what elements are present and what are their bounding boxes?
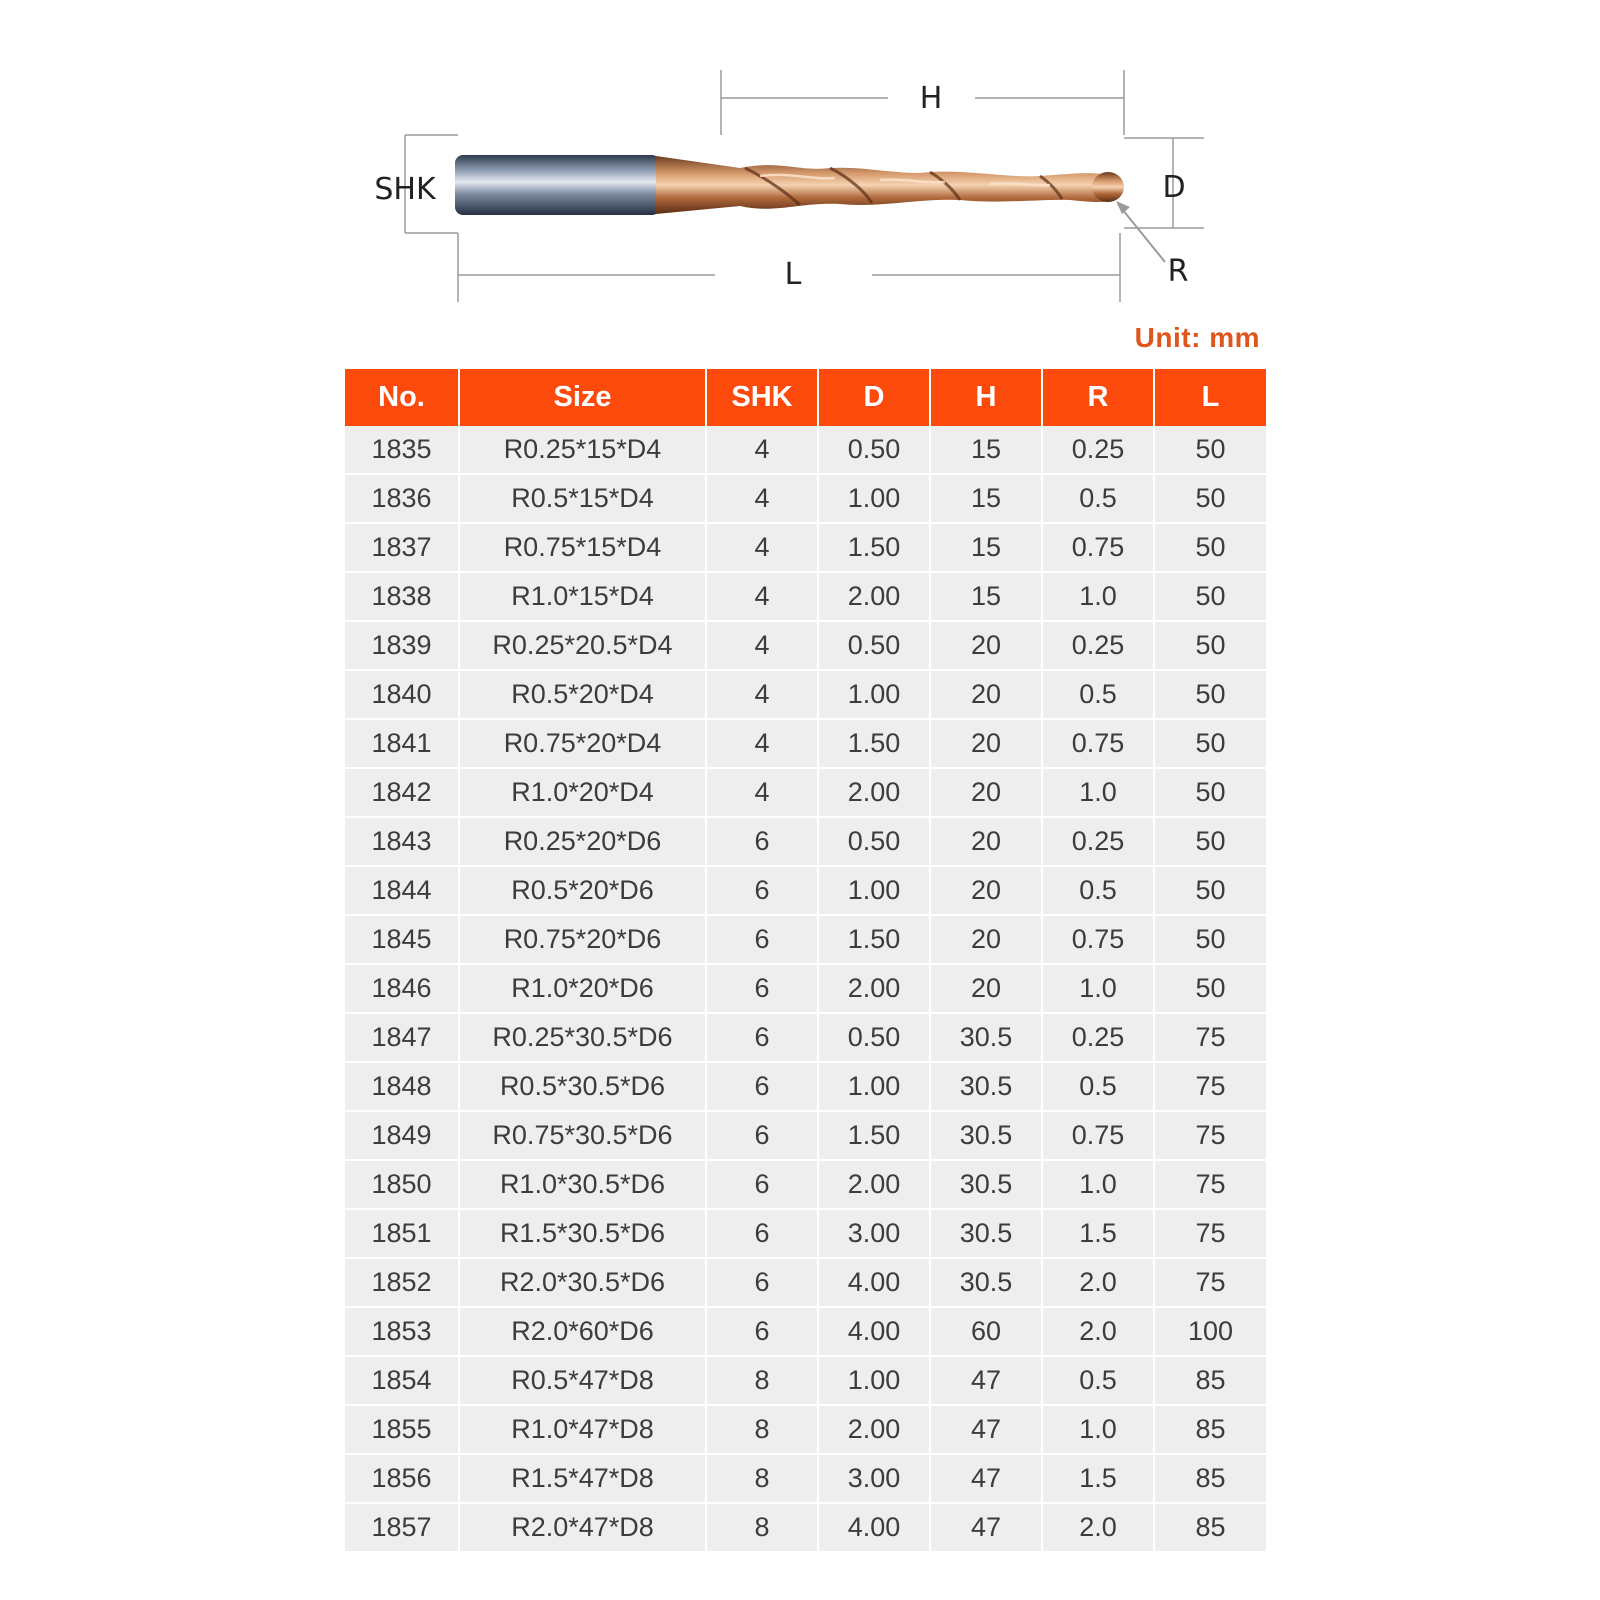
- cell-shk: 8: [706, 1356, 818, 1405]
- column-header-no: No.: [345, 369, 459, 426]
- cell-size: R0.5*30.5*D6: [459, 1062, 706, 1111]
- cell-l: 75: [1154, 1258, 1266, 1307]
- cell-no: 1852: [345, 1258, 459, 1307]
- cell-l: 50: [1154, 915, 1266, 964]
- cell-shk: 6: [706, 1258, 818, 1307]
- end-mill-diagram: [0, 0, 1600, 330]
- cell-r: 0.25: [1042, 817, 1154, 866]
- cell-size: R0.5*20*D6: [459, 866, 706, 915]
- cell-l: 75: [1154, 1111, 1266, 1160]
- cell-r: 0.5: [1042, 866, 1154, 915]
- table-row: [345, 1307, 1266, 1356]
- cell-r: 0.25: [1042, 426, 1154, 474]
- cell-d: 2.00: [818, 768, 930, 817]
- cell-d: 4.00: [818, 1307, 930, 1356]
- table-row: [345, 621, 1266, 670]
- cell-shk: 6: [706, 1209, 818, 1258]
- column-header-size: Size: [459, 369, 706, 426]
- cell-no: 1855: [345, 1405, 459, 1454]
- cell-size: R0.5*20*D4: [459, 670, 706, 719]
- cell-size: R1.0*30.5*D6: [459, 1160, 706, 1209]
- cell-r: 2.0: [1042, 1307, 1154, 1356]
- cell-d: 1.00: [818, 1356, 930, 1405]
- table-row: [345, 1013, 1266, 1062]
- unit-label: Unit: mm: [1134, 322, 1260, 353]
- column-header-d: D: [818, 369, 930, 426]
- cell-l: 75: [1154, 1160, 1266, 1209]
- dimension-label-h: H: [919, 81, 943, 116]
- cell-shk: 8: [706, 1454, 818, 1503]
- cell-d: 0.50: [818, 621, 930, 670]
- cell-h: 60: [930, 1307, 1042, 1356]
- cell-r: 0.75: [1042, 1111, 1154, 1160]
- table-row: [345, 866, 1266, 915]
- cell-h: 30.5: [930, 1209, 1042, 1258]
- cell-no: 1835: [345, 426, 459, 474]
- cell-r: 1.0: [1042, 1160, 1154, 1209]
- cell-r: 2.0: [1042, 1258, 1154, 1307]
- cell-r: 2.0: [1042, 1503, 1154, 1552]
- cell-r: 0.25: [1042, 621, 1154, 670]
- cell-no: 1856: [345, 1454, 459, 1503]
- cell-d: 2.00: [818, 1160, 930, 1209]
- cell-no: 1842: [345, 768, 459, 817]
- cell-shk: 4: [706, 572, 818, 621]
- table-row: [345, 474, 1266, 523]
- cell-d: 4.00: [818, 1503, 930, 1552]
- cell-no: 1843: [345, 817, 459, 866]
- cell-l: 85: [1154, 1356, 1266, 1405]
- cell-shk: 6: [706, 915, 818, 964]
- spec-table: [345, 369, 1266, 1553]
- table-header-row: [345, 369, 1266, 426]
- cell-shk: 6: [706, 1307, 818, 1356]
- cell-size: R1.0*20*D4: [459, 768, 706, 817]
- cell-r: 0.75: [1042, 915, 1154, 964]
- cell-d: 1.00: [818, 866, 930, 915]
- cell-shk: 4: [706, 426, 818, 474]
- cell-h: 15: [930, 572, 1042, 621]
- cell-no: 1853: [345, 1307, 459, 1356]
- table-row: [345, 1258, 1266, 1307]
- cell-r: 1.5: [1042, 1209, 1154, 1258]
- table-row: [345, 1356, 1266, 1405]
- cell-shk: 6: [706, 1160, 818, 1209]
- cell-d: 2.00: [818, 964, 930, 1013]
- table-row: [345, 1503, 1266, 1552]
- cell-d: 2.00: [818, 1405, 930, 1454]
- dimension-label-r: R: [1167, 254, 1189, 289]
- cell-no: 1839: [345, 621, 459, 670]
- table-row: [345, 719, 1266, 768]
- cell-no: 1848: [345, 1062, 459, 1111]
- cell-no: 1841: [345, 719, 459, 768]
- table-row: [345, 817, 1266, 866]
- cell-no: 1844: [345, 866, 459, 915]
- cell-r: 1.0: [1042, 1405, 1154, 1454]
- cell-h: 30.5: [930, 1160, 1042, 1209]
- table-row: [345, 1209, 1266, 1258]
- cell-size: R1.5*47*D8: [459, 1454, 706, 1503]
- table-row: [345, 1160, 1266, 1209]
- table-row: [345, 523, 1266, 572]
- cell-l: 75: [1154, 1062, 1266, 1111]
- cell-h: 30.5: [930, 1013, 1042, 1062]
- cell-shk: 6: [706, 817, 818, 866]
- cell-shk: 4: [706, 670, 818, 719]
- cell-no: 1836: [345, 474, 459, 523]
- cell-d: 1.00: [818, 1062, 930, 1111]
- cell-h: 15: [930, 523, 1042, 572]
- cell-l: 75: [1154, 1209, 1266, 1258]
- cell-h: 30.5: [930, 1062, 1042, 1111]
- cell-no: 1847: [345, 1013, 459, 1062]
- table-row: [345, 1405, 1266, 1454]
- table-row: [345, 768, 1266, 817]
- cell-l: 100: [1154, 1307, 1266, 1356]
- cell-h: 15: [930, 426, 1042, 474]
- cell-r: 1.0: [1042, 964, 1154, 1013]
- cell-l: 50: [1154, 719, 1266, 768]
- cell-no: 1857: [345, 1503, 459, 1552]
- cell-size: R1.0*15*D4: [459, 572, 706, 621]
- cell-size: R0.75*30.5*D6: [459, 1111, 706, 1160]
- cell-h: 20: [930, 866, 1042, 915]
- cell-shk: 6: [706, 1013, 818, 1062]
- cell-no: 1840: [345, 670, 459, 719]
- cell-r: 0.5: [1042, 1356, 1154, 1405]
- table-body: [345, 426, 1266, 1552]
- cell-h: 20: [930, 621, 1042, 670]
- cell-h: 47: [930, 1454, 1042, 1503]
- column-header-r: R: [1042, 369, 1154, 426]
- cell-l: 50: [1154, 621, 1266, 670]
- cell-size: R0.25*20.5*D4: [459, 621, 706, 670]
- cell-d: 0.50: [818, 817, 930, 866]
- cell-shk: 6: [706, 866, 818, 915]
- dimension-label-d: D: [1162, 170, 1186, 205]
- cell-size: R2.0*30.5*D6: [459, 1258, 706, 1307]
- cell-no: 1846: [345, 964, 459, 1013]
- cell-l: 50: [1154, 670, 1266, 719]
- cell-l: 50: [1154, 768, 1266, 817]
- cell-size: R0.25*20*D6: [459, 817, 706, 866]
- cell-h: 30.5: [930, 1258, 1042, 1307]
- cell-shk: 6: [706, 1111, 818, 1160]
- cell-size: R0.25*30.5*D6: [459, 1013, 706, 1062]
- table-row: [345, 964, 1266, 1013]
- cell-size: R0.5*15*D4: [459, 474, 706, 523]
- cell-l: 50: [1154, 523, 1266, 572]
- cell-size: R2.0*60*D6: [459, 1307, 706, 1356]
- radius-pointer: [1118, 204, 1165, 262]
- cell-shk: 6: [706, 1062, 818, 1111]
- cell-d: 1.50: [818, 719, 930, 768]
- cell-h: 20: [930, 964, 1042, 1013]
- cell-d: 0.50: [818, 1013, 930, 1062]
- cell-h: 20: [930, 670, 1042, 719]
- cell-l: 85: [1154, 1503, 1266, 1552]
- cell-l: 50: [1154, 426, 1266, 474]
- cell-d: 1.00: [818, 670, 930, 719]
- table-row: [345, 1111, 1266, 1160]
- cell-d: 4.00: [818, 1258, 930, 1307]
- cell-h: 47: [930, 1405, 1042, 1454]
- table-row: [345, 915, 1266, 964]
- cell-r: 1.0: [1042, 768, 1154, 817]
- cell-r: 0.5: [1042, 474, 1154, 523]
- cell-l: 50: [1154, 572, 1266, 621]
- cell-no: 1845: [345, 915, 459, 964]
- cell-d: 2.00: [818, 572, 930, 621]
- cell-shk: 4: [706, 768, 818, 817]
- table-row: [345, 1454, 1266, 1503]
- cell-shk: 4: [706, 523, 818, 572]
- cell-shk: 6: [706, 964, 818, 1013]
- cell-d: 1.50: [818, 1111, 930, 1160]
- cell-no: 1838: [345, 572, 459, 621]
- cell-d: 1.50: [818, 523, 930, 572]
- column-header-h: H: [930, 369, 1042, 426]
- table-row: [345, 670, 1266, 719]
- cell-shk: 4: [706, 474, 818, 523]
- cell-r: 0.75: [1042, 523, 1154, 572]
- cell-shk: 4: [706, 719, 818, 768]
- table-row: [345, 572, 1266, 621]
- cell-no: 1854: [345, 1356, 459, 1405]
- dimension-label-l: L: [784, 257, 802, 292]
- cell-h: 20: [930, 915, 1042, 964]
- cell-shk: 8: [706, 1405, 818, 1454]
- cell-r: 0.75: [1042, 719, 1154, 768]
- cell-r: 1.5: [1042, 1454, 1154, 1503]
- table-row: [345, 1062, 1266, 1111]
- cell-size: R0.5*47*D8: [459, 1356, 706, 1405]
- cell-l: 85: [1154, 1454, 1266, 1503]
- cell-no: 1850: [345, 1160, 459, 1209]
- cell-size: R0.75*20*D6: [459, 915, 706, 964]
- cell-size: R1.0*47*D8: [459, 1405, 706, 1454]
- cell-l: 50: [1154, 866, 1266, 915]
- cell-l: 85: [1154, 1405, 1266, 1454]
- cell-h: 20: [930, 817, 1042, 866]
- cell-l: 50: [1154, 474, 1266, 523]
- cell-r: 0.5: [1042, 1062, 1154, 1111]
- cell-no: 1851: [345, 1209, 459, 1258]
- cell-size: R1.0*20*D6: [459, 964, 706, 1013]
- cell-size: R0.25*15*D4: [459, 426, 706, 474]
- tool-ball-nose: [1092, 172, 1124, 202]
- cell-size: R0.75*20*D4: [459, 719, 706, 768]
- cell-d: 0.50: [818, 426, 930, 474]
- cell-shk: 4: [706, 621, 818, 670]
- cell-r: 1.0: [1042, 572, 1154, 621]
- cell-r: 0.25: [1042, 1013, 1154, 1062]
- cell-l: 50: [1154, 964, 1266, 1013]
- cell-size: R1.5*30.5*D6: [459, 1209, 706, 1258]
- column-header-l: L: [1154, 369, 1266, 426]
- cell-h: 47: [930, 1503, 1042, 1552]
- cell-h: 15: [930, 474, 1042, 523]
- cell-h: 20: [930, 768, 1042, 817]
- cell-r: 0.5: [1042, 670, 1154, 719]
- cell-l: 75: [1154, 1013, 1266, 1062]
- cell-d: 3.00: [818, 1209, 930, 1258]
- cell-size: R2.0*47*D8: [459, 1503, 706, 1552]
- table-row: [345, 426, 1266, 474]
- cell-size: R0.75*15*D4: [459, 523, 706, 572]
- cell-d: 1.00: [818, 474, 930, 523]
- dimension-label-shk: SHK: [374, 172, 436, 207]
- column-header-shk: SHK: [706, 369, 818, 426]
- cell-d: 3.00: [818, 1454, 930, 1503]
- radius-pointer-arrowhead: [1116, 201, 1130, 214]
- cell-l: 50: [1154, 817, 1266, 866]
- cell-no: 1837: [345, 523, 459, 572]
- cell-shk: 8: [706, 1503, 818, 1552]
- cell-d: 1.50: [818, 915, 930, 964]
- tool-shank: [455, 155, 660, 215]
- cell-h: 20: [930, 719, 1042, 768]
- cell-h: 47: [930, 1356, 1042, 1405]
- cell-h: 30.5: [930, 1111, 1042, 1160]
- cell-no: 1849: [345, 1111, 459, 1160]
